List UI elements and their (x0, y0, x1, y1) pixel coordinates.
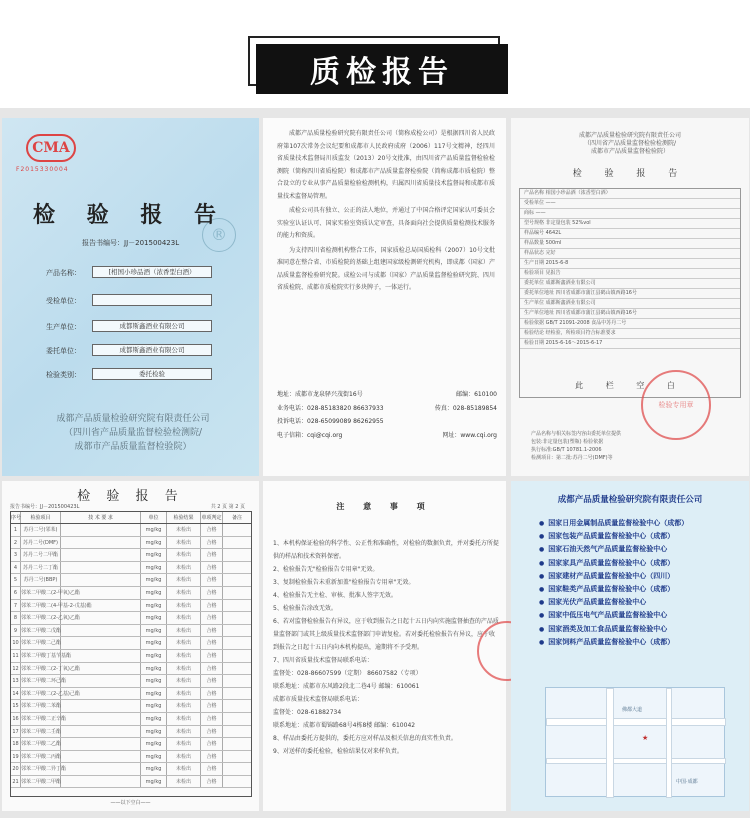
contact-row (277, 388, 497, 402)
detail-row: 受检单位 —— (520, 199, 740, 209)
table-cell (223, 738, 251, 750)
table-cell: 19 (11, 751, 21, 763)
header-cell: 检验结果 (167, 512, 201, 523)
table-cell: 合格 (201, 637, 223, 649)
field-value (92, 294, 212, 306)
table-cell (223, 688, 251, 700)
detail-row: 产品名称 相国小珍品酒（浓香型白酒） (520, 189, 740, 199)
header-cell: 技 术 要 求 (61, 512, 141, 523)
table-cell: 未检出 (167, 587, 201, 599)
table-cell (61, 625, 141, 637)
field-value: 委托检验 (92, 368, 212, 380)
table-cell: mg/kg (141, 600, 167, 612)
table-cell: 2 (11, 537, 21, 549)
institute-item: ● 国家石油天然气产品质量监督检验中心 (539, 543, 739, 556)
contact-left: 电子信箱：cqi@cqi.org (277, 431, 343, 439)
table-cell: 合格 (201, 713, 223, 725)
field-value: 成都斯鑫酒业有限公司 (92, 344, 212, 356)
table-cell: 合格 (201, 612, 223, 624)
table-cell: 邻苯二甲酸二(4-甲基-2-戊基)酯 (21, 600, 61, 612)
institute-list-page (511, 481, 749, 811)
table-cell (223, 537, 251, 549)
detail-row: 样品状态 完好 (520, 249, 740, 259)
test-results-page (2, 481, 259, 811)
table-cell: 14 (11, 688, 21, 700)
table-cell: 未检出 (167, 776, 201, 788)
table-cell: 合格 (201, 625, 223, 637)
field-label: 生产单位： (46, 323, 81, 331)
table-cell: mg/kg (141, 751, 167, 763)
table-cell: mg/kg (141, 675, 167, 687)
table-cell: 1 (11, 524, 21, 536)
report-number: 报告书编号：JJ－201500423L (82, 239, 180, 247)
table-cell: 邻苯二甲酸二甲酯 (21, 776, 61, 788)
table-cell: 未检出 (167, 763, 201, 775)
table-row (11, 700, 251, 713)
table-cell (61, 637, 141, 649)
table-cell: 未检出 (167, 524, 201, 536)
table-cell: mg/kg (141, 713, 167, 725)
table-cell: 合格 (201, 587, 223, 599)
table-cell: 12 (11, 663, 21, 675)
detail-footer (531, 430, 731, 462)
table-cell: 4 (11, 562, 21, 574)
table-cell: 合格 (201, 600, 223, 612)
table-row (11, 574, 251, 587)
table-cell: 邻苯二甲酸二己酯 (21, 637, 61, 649)
table-cell (61, 700, 141, 712)
header-cell: 单位 (141, 512, 167, 523)
table-cell: 3 (11, 549, 21, 561)
notice-item: 4、检验报告无主检、审核、批准人签字无效。 (273, 592, 397, 599)
table-cell (223, 726, 251, 738)
table-cell: 未检出 (167, 549, 201, 561)
table-row (11, 650, 251, 663)
table-cell: mg/kg (141, 537, 167, 549)
table-cell: 10 (11, 637, 21, 649)
table-cell: 邻苯二甲酸丁基苄基酯 (21, 650, 61, 662)
table-cell (61, 612, 141, 624)
detail-row: 检验结论 经检验，所检项目符合标准要求 (520, 329, 740, 339)
table-cell: mg/kg (141, 650, 167, 662)
contact-left: 地址：成都市龙泉驿兴茂街16号 (277, 391, 363, 398)
table-cell (61, 713, 141, 725)
contact-right: 邮编：610100 (456, 391, 497, 398)
table-cell: 合格 (201, 675, 223, 687)
table-cell: 合格 (201, 700, 223, 712)
table-cell: 16 (11, 713, 21, 725)
table-cell (61, 562, 141, 574)
field-value: [相国小珍品酒（浓香型白酒） (92, 266, 212, 278)
contact-row (277, 402, 497, 416)
detail-row: 生产日期 2015-6-8 (520, 259, 740, 269)
table-cell (61, 763, 141, 775)
table-row (11, 726, 251, 739)
table-cell: 未检出 (167, 562, 201, 574)
table-row (11, 738, 251, 751)
table-cell (223, 763, 251, 775)
notice-item: 监督处：028-61882734 (273, 709, 342, 716)
table-row (11, 549, 251, 562)
report-cover (2, 118, 259, 476)
detail-row: 生产单位地址 四川省成都市蒲江县鹤山镇西路16号 (520, 309, 740, 319)
table-cell (223, 700, 251, 712)
field-label: 产品名称： (46, 269, 81, 277)
detail-header (511, 132, 749, 156)
table-cell: 未检出 (167, 650, 201, 662)
notice-item: 成都市质量技术监督局联系电话： (273, 696, 364, 703)
table-cell: 6 (11, 587, 21, 599)
table-row (11, 587, 251, 600)
table-row (11, 751, 251, 764)
table-cell: 未检出 (167, 751, 201, 763)
table-cell (61, 600, 141, 612)
table-cell: 合格 (201, 537, 223, 549)
table-cell: mg/kg (141, 562, 167, 574)
header-line: 成都市产品质量监督检验院） (590, 148, 669, 155)
table-cell: 17 (11, 726, 21, 738)
table-cell: 合格 (201, 524, 223, 536)
table-cell: 未检出 (167, 726, 201, 738)
table-cell (223, 751, 251, 763)
table-end-note: ——以下空白—— (110, 800, 151, 806)
table-cell (223, 600, 251, 612)
table-cell (61, 776, 141, 788)
table-cell: mg/kg (141, 776, 167, 788)
detail-table (519, 188, 741, 398)
table-cell: mg/kg (141, 612, 167, 624)
intro-text (277, 128, 495, 297)
table-cell: 18 (11, 738, 21, 750)
org-line: （四川省产品质量监督检验检测院/ (63, 428, 203, 438)
table-cell: 邻苯二甲酸二(2-乙氧)乙酯 (21, 612, 61, 624)
notice-item: 联系地址：成都市东风路2段北二巷4号 邮编：610061 (273, 683, 420, 690)
table-cell: mg/kg (141, 524, 167, 536)
table-cell: 合格 (201, 751, 223, 763)
contact-right: 传真：028-85189854 (434, 404, 497, 412)
contact-row (277, 415, 497, 429)
table-row (11, 763, 251, 776)
header-cell: 序号 (11, 512, 21, 523)
table-cell (223, 776, 251, 788)
table-cell (223, 637, 251, 649)
contact-right: 网址：www.cqi.org (442, 431, 497, 439)
inspection-seal: 检验专用章 (641, 370, 711, 440)
institute-introduction (263, 118, 506, 476)
field-value: 成都斯鑫酒业有限公司 (92, 320, 212, 332)
institute-list (539, 517, 739, 649)
table-row (11, 713, 251, 726)
field-label: 检验类别： (46, 371, 81, 379)
notice-item: 联系地址：成都市蜀锦路68号4栋8楼 邮编：610042 (273, 722, 416, 729)
detail-row: 委托单位 成都斯鑫酒业有限公司 (520, 279, 740, 289)
table-cell (61, 751, 141, 763)
institute-item: ● 国家包装产品质量监督检验中心（成都） (539, 530, 739, 543)
table-cell: mg/kg (141, 574, 167, 586)
table-cell: 邻苯二甲酸二(2-甲氧)乙酯 (21, 587, 61, 599)
table-cell: 未检出 (167, 688, 201, 700)
table-cell (223, 675, 251, 687)
table-cell (61, 650, 141, 662)
table-header (11, 512, 251, 524)
table-row (11, 637, 251, 650)
notice-title: 注 意 事 项 (336, 502, 433, 511)
table-cell: 邻苯二甲酸二苯酯 (21, 700, 61, 712)
table-cell: 5 (11, 574, 21, 586)
report-detail-page (511, 118, 749, 476)
table-row (11, 600, 251, 613)
table-cell: 未检出 (167, 637, 201, 649)
table-cell: 合格 (201, 562, 223, 574)
location-map (545, 687, 725, 797)
header-line: （四川省产品质量监督检验检测院/ (583, 140, 677, 147)
table-cell: 邻苯二甲酸二异丁酯 (21, 763, 61, 775)
table-cell: 合格 (201, 650, 223, 662)
blank-note: 此 栏 空 白 (575, 381, 685, 390)
org-line: 成都市产品质量监督检验院） (74, 442, 192, 452)
notice-item: 监督处：028-86607599（定期） 86607582（专项） (273, 670, 422, 677)
table-cell: 合格 (201, 776, 223, 788)
cma-logo: CMA (26, 134, 76, 162)
table-cell: 11 (11, 650, 21, 662)
table-cell (223, 713, 251, 725)
detail-row: 型号规格 非定量包装 52%vol (520, 219, 740, 229)
contact-info (277, 388, 497, 442)
footer-line: 产品名称与相关标签内容由委托单位提供 (531, 431, 622, 437)
table-cell: mg/kg (141, 738, 167, 750)
table-cell (61, 675, 141, 687)
detail-row: 样品数量 500ml (520, 239, 740, 249)
contact-left: 业务电话：028-85183820 86637933 (277, 404, 384, 412)
registered-mark-icon: ® (202, 218, 236, 252)
test-results-table (10, 511, 252, 797)
table-cell: 未检出 (167, 537, 201, 549)
intro-paragraph: 成都产品质量检验研究院有限责任公司（简称成检公司）是根据四川省人民政府第107次常务会议纪要和成都市人民政府成府（2006）117号文精神，经四川省质量技术监督局川质监发（2013）20号文批准，由四川省产品质量监督检验检测院（简称四川省质检院）和成都市产品质量监督检验院（简称成都市质检院）整合设立的专业从事产品质量检验检测机构，归属四川省质量技术监督局和成都市质量技术监督局管理。 (277, 130, 495, 200)
table-row (11, 625, 251, 638)
table-cell (223, 549, 251, 561)
map-road (666, 688, 672, 798)
contact-left: 投诉电话：028-65099089 86262955 (277, 418, 384, 425)
intro-paragraph: 成检公司具有独立、公正的法人地位，并通过了中国合格评定国家认可委员会实验室认证认可、国家实验室资质认定审查，具备面向社会提供质量检测技术服务的能力和资质。 (277, 207, 495, 239)
org-line: 成都产品质量检验研究院有限责任公司 (56, 414, 210, 424)
detail-row: 检验日期 2015-6-16～2015-6-17 (520, 339, 740, 349)
notice-page (263, 481, 506, 811)
table-cell: 13 (11, 675, 21, 687)
contact-row (277, 429, 497, 443)
table-cell: 未检出 (167, 700, 201, 712)
table-cell: mg/kg (141, 688, 167, 700)
table-cell: mg/kg (141, 637, 167, 649)
table-row (11, 562, 251, 575)
table-cell: 合格 (201, 726, 223, 738)
table-cell: 9 (11, 625, 21, 637)
table-row (11, 663, 251, 676)
table-cell: 邻苯二甲酸二(2-丁氧)乙酯 (21, 663, 61, 675)
table-cell: 邻苯二甲酸二丙酯 (21, 751, 61, 763)
table-cell: 未检出 (167, 600, 201, 612)
table-cell: 未检出 (167, 675, 201, 687)
table-cell: 合格 (201, 549, 223, 561)
table-cell: mg/kg (141, 625, 167, 637)
table-cell: 20 (11, 763, 21, 775)
table-cell (61, 738, 141, 750)
table-cell (223, 612, 251, 624)
table-cell: 邻苯二甲酸二(2-乙基)己酯 (21, 688, 61, 700)
notice-item: 1、本机构保证检验的科学性、公正性和准确性，对检验的数据负责，并对委托方所提供的样品和技术资料保密。 (273, 540, 499, 560)
table-cell (61, 587, 141, 599)
institute-item: ● 国家酒类及加工食品质量监督检验中心 (539, 623, 739, 636)
table-cell: 8 (11, 612, 21, 624)
table-cell: 合格 (201, 688, 223, 700)
detail-row: 委托单位地址 四川省成都市蒲江县鹤山镇西路16号 (520, 289, 740, 299)
table-row (11, 524, 251, 537)
table-cell: 邻苯二甲酸二正辛酯 (21, 713, 61, 725)
cma-number: F2015330004 (16, 166, 69, 173)
detail-row: 样品编号 4642L (520, 229, 740, 239)
footer-line: 执行标准:GB/T 10781.1-2006 (531, 447, 602, 453)
table-cell (61, 537, 141, 549)
institute-title: 成都产品质量检验研究院有限责任公司 (557, 495, 703, 505)
table-cell: mg/kg (141, 549, 167, 561)
section-banner (248, 36, 500, 90)
institute-item: ● 国家光伏产品质量监督检验中心 (539, 596, 739, 609)
table-cell (61, 688, 141, 700)
table-cell (223, 625, 251, 637)
notice-item: 5、检验报告涂改无效。 (273, 605, 337, 612)
footer-line: 检测项目：第二批:苏丹二号(DMF)等 (531, 455, 613, 461)
notice-item: 9、对送样的委托检验，检验结果仅对来样负责。 (273, 748, 403, 755)
table-cell: 邻苯二甲酸二环己酯 (21, 675, 61, 687)
header-line: 成都产品质量检验研究院有限责任公司 (578, 132, 681, 139)
issuing-organization (18, 412, 248, 454)
table-cell (223, 562, 251, 574)
table-cell (223, 524, 251, 536)
table-cell: 合格 (201, 763, 223, 775)
table-cell: 邻苯二甲酸二戊酯 (21, 625, 61, 637)
table-cell: 未检出 (167, 625, 201, 637)
test-title: 检 验 报 告 (77, 489, 184, 504)
test-report-number: 报告书编号：JJ－201500423L (10, 504, 80, 510)
table-cell: 苏丹二号二丁酯 (21, 562, 61, 574)
footer-line: 包装:非定量包装(塑瓶) 检验依据 (531, 439, 604, 445)
header-cell: 单项判定 (201, 512, 223, 523)
institute-item: ● 国家日用金属制品质量监督检验中心（成都） (539, 517, 739, 530)
header-cell: 备注 (231, 515, 242, 521)
table-cell: 合格 (201, 738, 223, 750)
institute-item: ● 国家中低压电气产品质量监督检验中心 (539, 609, 739, 622)
table-cell: 未检出 (167, 663, 201, 675)
table-cell (223, 663, 251, 675)
table-cell: 7 (11, 600, 21, 612)
map-road (546, 758, 726, 764)
detail-title: 检 验 报 告 (572, 169, 688, 179)
detail-row: 生产单位 成都斯鑫酒业有限公司 (520, 299, 740, 309)
table-cell (61, 549, 141, 561)
table-cell: 苏丹二号(DMF) (21, 537, 61, 549)
detail-row: 检验项目 见报告 (520, 269, 740, 279)
page-indicator: 共 2 页 第 2 页 (210, 504, 245, 510)
table-cell: mg/kg (141, 587, 167, 599)
table-cell: 合格 (201, 574, 223, 586)
table-cell (223, 650, 251, 662)
table-cell: 21 (11, 776, 21, 788)
notice-item: 6、若对监督检验报告有异议，应于收到报告之日起十五日内向实施监督抽查的产品质量监督部门或其上级质量技术监督部门申请复检。若对委托检验报告有异议，应于收到报告之日起十五日内向本机构提出，逾期将不予受理。 (273, 618, 499, 651)
table-cell: mg/kg (141, 700, 167, 712)
table-cell: 邻苯二甲酸二壬酯 (21, 726, 61, 738)
table-cell: 未检出 (167, 574, 201, 586)
table-cell (61, 574, 141, 586)
table-cell: 苏丹二号二甲酯 (21, 549, 61, 561)
intro-paragraph: 为支持四川省检测机构整合工作，国家质检总局国质检科（2007）10号文批准同意在整合省、市质检院的基础上组建国家级检测研究机构，即成都（国家）产品质量监督检验研究院。成检公司与成都（国家）产品质量监督检验研究院、四川省质检院、成都市质检院实行多块牌子，一体运行。 (277, 246, 495, 291)
table-cell: 邻苯二甲酸二乙酯 (21, 738, 61, 750)
notice-item: 2、检验报告无"检验报告专用章"无效。 (273, 566, 379, 573)
map-road (606, 688, 614, 798)
institute-item: ● 国家建材产品质量监督检验中心（四川） (539, 570, 739, 583)
banner-title: 质检报告 (256, 44, 508, 94)
table-row (11, 612, 251, 625)
table-cell: mg/kg (141, 763, 167, 775)
table-row (11, 537, 251, 550)
notice-item: 7、四川省质量技术监督局联系电话： (273, 657, 373, 664)
map-pin-icon: ★ (642, 734, 649, 742)
cover-title: 检 验 报 告 (33, 202, 228, 228)
field-label: 委托单位： (46, 347, 81, 355)
table-cell: mg/kg (141, 663, 167, 675)
table-cell: 15 (11, 700, 21, 712)
table-cell: 未检出 (167, 738, 201, 750)
detail-row: 检验依据 GB/T 21091-2008 食品中苏丹二号 (520, 319, 740, 329)
table-cell (223, 574, 251, 586)
map-road (546, 718, 726, 726)
table-row (11, 776, 251, 789)
table-cell (223, 587, 251, 599)
table-cell (61, 726, 141, 738)
institute-item: ● 国家饲料产品质量监督检验中心（成都） (539, 636, 739, 649)
field-label: 受检单位： (46, 297, 81, 305)
table-row (11, 675, 251, 688)
table-cell: 未检出 (167, 612, 201, 624)
notice-body (273, 537, 499, 758)
map-label: 佛都大道 (622, 707, 643, 713)
table-cell: 合格 (201, 663, 223, 675)
table-row (11, 688, 251, 701)
institute-item: ● 国家家具产品质量监督检验中心（成都） (539, 557, 739, 570)
header-cell: 检验项目 (21, 512, 61, 523)
notice-item: 8、样品由委托方提供的，委托方应对样品及相关信息的真实性负责。 (273, 735, 457, 742)
table-cell: mg/kg (141, 726, 167, 738)
table-cell (61, 663, 141, 675)
table-cell: 苏丹二号(邻苯) (21, 524, 61, 536)
table-cell: 苏丹二号(BBP) (21, 574, 61, 586)
table-cell (61, 524, 141, 536)
institute-item: ● 国家鞋类产品质量监督检验中心（成都） (539, 583, 739, 596)
table-cell: 未检出 (167, 713, 201, 725)
notice-item: 3、复制检验报告未重新加盖"检验报告专用章"无效。 (273, 579, 415, 586)
map-label: 中国·成都 (676, 779, 698, 785)
detail-row: 商标 —— (520, 209, 740, 219)
